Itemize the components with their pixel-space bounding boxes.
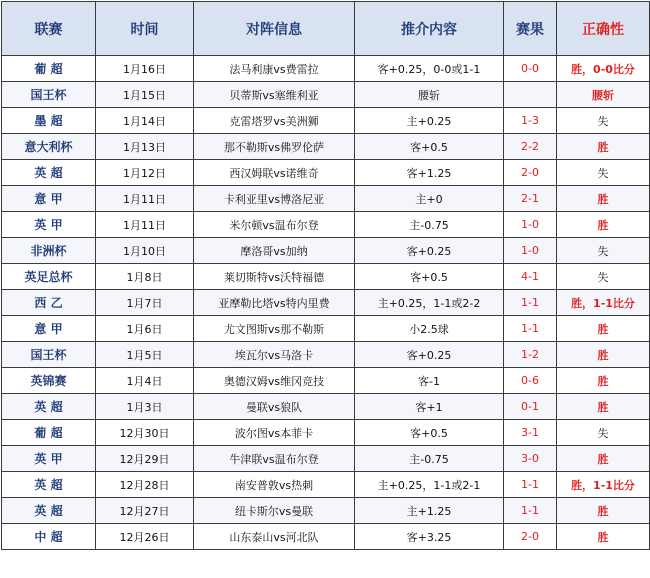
correctness-cell: 失	[557, 264, 650, 290]
league-cell: 意 甲	[2, 186, 96, 212]
matchup-cell: 波尔图vs本菲卡	[194, 420, 355, 446]
matchup-cell: 亚摩勒比塔vs特内里费	[194, 290, 355, 316]
recommendation-cell: 主+0.25，1-1或2-1	[355, 472, 504, 498]
correctness-cell: 胜	[557, 186, 650, 212]
result-cell: 0-1	[504, 394, 557, 420]
matchup-cell: 摩洛哥vs加纳	[194, 238, 355, 264]
correctness-cell: 胜	[557, 134, 650, 160]
recommendation-cell: 客+0.5	[355, 420, 504, 446]
recommendation-cell: 小2.5球	[355, 316, 504, 342]
matchup-cell: 曼联vs狼队	[194, 394, 355, 420]
date-cell: 1月11日	[96, 186, 194, 212]
table-row	[2, 498, 650, 524]
league-cell: 葡 超	[2, 56, 96, 82]
header-league: 联赛	[2, 2, 96, 56]
matchup-cell: 南安普敦vs热刺	[194, 472, 355, 498]
league-cell: 英 超	[2, 498, 96, 524]
date-cell: 1月11日	[96, 212, 194, 238]
table-row	[2, 264, 650, 290]
league-cell: 意大利杯	[2, 134, 96, 160]
header-time: 时间	[96, 2, 194, 56]
matchup-cell: 奥德汉姆vs维冈竞技	[194, 368, 355, 394]
matchup-cell: 克雷塔罗vs美洲狮	[194, 108, 355, 134]
result-cell	[504, 82, 557, 108]
table-row	[2, 316, 650, 342]
correctness-cell: 胜	[557, 524, 650, 550]
matchup-cell: 山东泰山vs河北队	[194, 524, 355, 550]
league-cell: 中 超	[2, 524, 96, 550]
date-cell: 12月27日	[96, 498, 194, 524]
result-cell: 0-6	[504, 368, 557, 394]
result-cell: 0-0	[504, 56, 557, 82]
matchup-cell: 那不勒斯vs佛罗伦萨	[194, 134, 355, 160]
league-cell: 非洲杯	[2, 238, 96, 264]
date-cell: 1月13日	[96, 134, 194, 160]
league-cell: 墨 超	[2, 108, 96, 134]
matchup-cell: 纽卡斯尔vs曼联	[194, 498, 355, 524]
result-cell: 1-2	[504, 342, 557, 368]
result-cell: 1-1	[504, 472, 557, 498]
correctness-cell: 胜	[557, 342, 650, 368]
table-row	[2, 446, 650, 472]
correctness-cell: 失	[557, 238, 650, 264]
recommendation-cell: 主+0.25	[355, 108, 504, 134]
correctness-cell: 胜	[557, 368, 650, 394]
recommendation-cell: 客+0.25，0-0或1-1	[355, 56, 504, 82]
league-cell: 英 甲	[2, 212, 96, 238]
league-cell: 国王杯	[2, 342, 96, 368]
date-cell: 12月30日	[96, 420, 194, 446]
matchup-cell: 法马利康vs费雷拉	[194, 56, 355, 82]
date-cell: 12月29日	[96, 446, 194, 472]
result-cell: 1-1	[504, 316, 557, 342]
table-row	[2, 524, 650, 550]
recommendation-cell: 客+1	[355, 394, 504, 420]
table-row	[2, 82, 650, 108]
date-cell: 1月3日	[96, 394, 194, 420]
date-cell: 1月8日	[96, 264, 194, 290]
league-cell: 西 乙	[2, 290, 96, 316]
matchup-cell: 莱切斯特vs沃特福德	[194, 264, 355, 290]
league-cell: 英足总杯	[2, 264, 96, 290]
result-cell: 3-0	[504, 446, 557, 472]
matchup-cell: 西汉姆联vs诺维奇	[194, 160, 355, 186]
result-cell: 1-1	[504, 498, 557, 524]
recommendation-cell: 客-1	[355, 368, 504, 394]
result-cell: 2-1	[504, 186, 557, 212]
result-cell: 1-1	[504, 290, 557, 316]
league-cell: 英 超	[2, 394, 96, 420]
date-cell: 1月10日	[96, 238, 194, 264]
table-row	[2, 186, 650, 212]
matchup-cell: 贝蒂斯vs塞维利亚	[194, 82, 355, 108]
table-row	[2, 108, 650, 134]
league-cell: 意 甲	[2, 316, 96, 342]
date-cell: 1月5日	[96, 342, 194, 368]
correctness-cell: 失	[557, 108, 650, 134]
recommendation-cell: 客+0.25	[355, 238, 504, 264]
recommendation-cell: 客+0.5	[355, 264, 504, 290]
recommendation-cell: 主-0.75	[355, 446, 504, 472]
result-cell: 4-1	[504, 264, 557, 290]
table-row	[2, 134, 650, 160]
recommendation-cell: 主+1.25	[355, 498, 504, 524]
recommendation-cell: 主+0.25，1-1或2-2	[355, 290, 504, 316]
table-row	[2, 394, 650, 420]
correctness-cell: 失	[557, 420, 650, 446]
league-cell: 英 超	[2, 472, 96, 498]
header-recommendation: 推介内容	[355, 2, 504, 56]
result-cell: 2-0	[504, 524, 557, 550]
header-row	[2, 2, 650, 56]
prediction-results-table	[1, 1, 650, 550]
date-cell: 12月26日	[96, 524, 194, 550]
date-cell: 1月12日	[96, 160, 194, 186]
table-body	[2, 56, 650, 550]
table-header	[2, 2, 650, 56]
result-cell: 1-0	[504, 212, 557, 238]
table-row	[2, 160, 650, 186]
matchup-cell: 埃瓦尔vs马洛卡	[194, 342, 355, 368]
league-cell: 英 超	[2, 160, 96, 186]
correctness-cell: 腰斩	[557, 82, 650, 108]
recommendation-cell: 客+1.25	[355, 160, 504, 186]
header-matchup: 对阵信息	[194, 2, 355, 56]
result-cell: 1-0	[504, 238, 557, 264]
table-row	[2, 368, 650, 394]
correctness-cell: 胜	[557, 316, 650, 342]
league-cell: 国王杯	[2, 82, 96, 108]
recommendation-cell: 客+0.5	[355, 134, 504, 160]
result-cell: 3-1	[504, 420, 557, 446]
table-row	[2, 420, 650, 446]
table-row	[2, 342, 650, 368]
header-result: 赛果	[504, 2, 557, 56]
recommendation-cell: 主-0.75	[355, 212, 504, 238]
league-cell: 葡 超	[2, 420, 96, 446]
correctness-cell: 胜，1-1比分	[557, 290, 650, 316]
correctness-cell: 胜	[557, 498, 650, 524]
date-cell: 1月15日	[96, 82, 194, 108]
correctness-cell: 胜	[557, 446, 650, 472]
recommendation-cell: 客+3.25	[355, 524, 504, 550]
date-cell: 1月7日	[96, 290, 194, 316]
table-row	[2, 238, 650, 264]
table-row	[2, 472, 650, 498]
matchup-cell: 牛津联vs温布尔登	[194, 446, 355, 472]
matchup-cell: 米尔顿vs温布尔登	[194, 212, 355, 238]
table-row	[2, 212, 650, 238]
recommendation-cell: 主+0	[355, 186, 504, 212]
result-cell: 2-0	[504, 160, 557, 186]
recommendation-cell: 客+0.25	[355, 342, 504, 368]
date-cell: 1月14日	[96, 108, 194, 134]
date-cell: 1月4日	[96, 368, 194, 394]
correctness-cell: 胜，0-0比分	[557, 56, 650, 82]
date-cell: 12月28日	[96, 472, 194, 498]
date-cell: 1月16日	[96, 56, 194, 82]
correctness-cell: 胜	[557, 394, 650, 420]
correctness-cell: 失	[557, 160, 650, 186]
correctness-cell: 胜，1-1比分	[557, 472, 650, 498]
correctness-cell: 胜	[557, 212, 650, 238]
date-cell: 1月6日	[96, 316, 194, 342]
table-row	[2, 56, 650, 82]
matchup-cell: 尤文图斯vs那不勒斯	[194, 316, 355, 342]
result-cell: 2-2	[504, 134, 557, 160]
header-correctness: 正确性	[557, 2, 650, 56]
matchup-cell: 卡利亚里vs博洛尼亚	[194, 186, 355, 212]
table-row	[2, 290, 650, 316]
result-cell: 1-3	[504, 108, 557, 134]
league-cell: 英 甲	[2, 446, 96, 472]
league-cell: 英锦赛	[2, 368, 96, 394]
recommendation-cell: 腰斩	[355, 82, 504, 108]
